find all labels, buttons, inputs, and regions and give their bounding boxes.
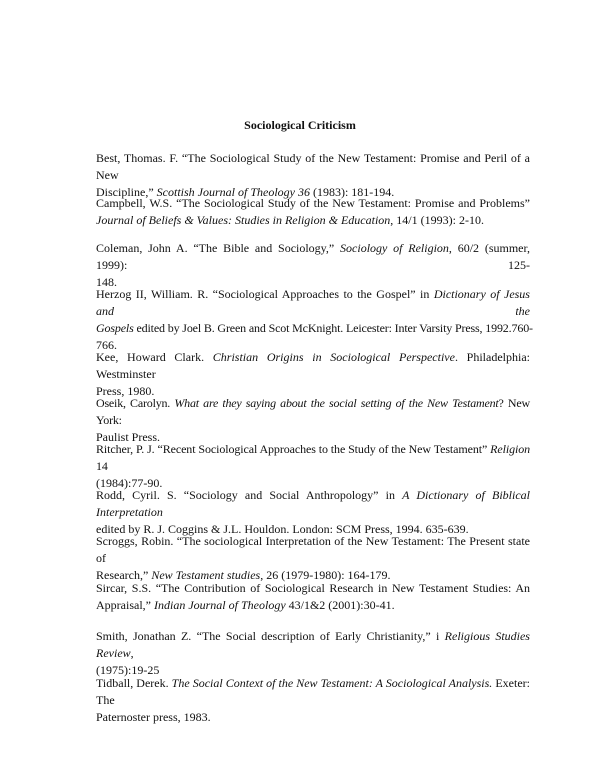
entry-line (96, 441, 530, 475)
entry-text: Research,” (96, 568, 152, 582)
entry-line (96, 628, 530, 662)
entry-line (96, 320, 533, 337)
entry-text: Appraisal,” (96, 598, 154, 612)
entry-line: Press, 1980. (96, 384, 155, 398)
bibliography-entry (96, 675, 530, 726)
entry-italic-title: New Testament studies (151, 568, 261, 582)
entry-line: (1984):77-90. (96, 476, 163, 490)
bibliography-entry (96, 441, 530, 492)
entry-text: Kee, Howard Clark. (96, 350, 213, 364)
entry-line (96, 395, 530, 429)
entry-text: Discipline,” (96, 185, 157, 199)
bibliography-entry (96, 533, 530, 584)
entry-line: 148. (96, 275, 117, 289)
entry-line: edited by R. J. Coggins & J.L. Houldon. London: SCM Press, 1994. 635-639. (96, 522, 469, 536)
entry-line: Campbell, W.S. “The Sociological Study of the New Testament: Promise and Problems” (96, 196, 530, 210)
bibliography-entry (96, 150, 530, 201)
entry-line (96, 286, 530, 320)
entry-text: . Philadelphia: Westminster (96, 350, 530, 381)
entry-text: Oseik, Carolyn. (96, 396, 175, 410)
entry-text: (1983): 181-194. (309, 185, 395, 199)
page-title: Sociological Criticism (244, 118, 356, 132)
entry-line: 766. (96, 338, 117, 352)
entry-text: Ritcher, P. J. “Recent Sociological Approaches to the Study of the New Testament” (96, 442, 491, 456)
entry-text: Rodd, Cyril. S. “Sociology and Social Anthropology” in (96, 488, 403, 502)
entry-text: , 26 (1979-1980): 164-179. (260, 568, 391, 582)
entry-italic-title: Gospels (96, 321, 134, 335)
entry-text: Smith, Jonathan Z. “The Social description of Early Christianity,” i (96, 629, 445, 643)
entry-line: Best, Thomas. F. “The Sociological Study of the New Testament: Promise and Peril of a New (96, 151, 530, 182)
entry-text: 43/1&2 (2001):30-41. (285, 598, 395, 612)
entry-italic-title: The Social Context of the New Testament: A Sociological Analysis. (171, 676, 493, 690)
bibliography-entry (96, 286, 533, 354)
bibliography-entry (96, 487, 530, 538)
entry-text: , (130, 646, 134, 660)
entry-line: Sircar, S.S. “The Contribution of Sociological Research in New Testament Studies: An (96, 581, 530, 595)
entry-italic-title: What are they saying about the social setting of the New Testament (174, 396, 499, 410)
entry-line (96, 597, 530, 614)
entry-italic-title: A Dictionary of Biblical Interpretation (96, 488, 530, 519)
entry-italic-title: Sociology of Religion (340, 241, 449, 255)
bibliography-entry (96, 240, 530, 291)
bibliography-entry (96, 349, 530, 400)
entry-text: edited by Joel B. Green and Scot McKnight. Leicester: Inter Varsity Press, 1992.760- (133, 321, 533, 335)
entry-italic-title: Journal of Beliefs & Values: Studies in Religion & Education (96, 213, 391, 227)
bibliography-entry (96, 580, 530, 614)
entry-line: Paternoster press, 1983. (96, 710, 211, 724)
entry-line (96, 240, 530, 274)
entry-line (96, 212, 530, 229)
entry-italic-title: Indian Journal of Theology (153, 598, 286, 612)
entry-italic-title: Dictionary of Jesus and the (96, 287, 530, 318)
entry-text: , 60/2 (summer, 1999): 125- (96, 241, 531, 272)
entry-line: Scroggs, Robin. “The sociological Interpretation of the New Testament: The Present state of (96, 534, 530, 565)
entry-italic-title: Religion (490, 442, 530, 456)
entry-text: , 14/1 (1993): 2-10. (390, 213, 484, 227)
entry-text: Herzog II, William. R. “Sociological Approaches to the Gospel” in (96, 287, 434, 301)
entry-line (96, 487, 530, 521)
bibliography-entry (96, 395, 530, 446)
entry-line (96, 349, 530, 383)
entry-italic-title: Christian Origins in Sociological Perspective (212, 350, 455, 364)
entry-text: 14 (96, 459, 108, 473)
entry-line (96, 675, 530, 709)
entry-text: Tidball, Derek. (96, 676, 172, 690)
entry-italic-title: Scottish Journal of Theology 36 (156, 185, 310, 199)
bibliography-entry (96, 195, 530, 229)
entry-text: Exeter: The (96, 676, 530, 707)
entry-line: (1975):19-25 (96, 663, 160, 677)
entry-text: Coleman, John A. “The Bible and Sociology,” (96, 241, 341, 255)
entry-italic-title: Religious Studies Review (96, 629, 530, 660)
bibliography-entry (96, 628, 530, 679)
entry-text: ? New York: (96, 396, 530, 427)
entry-line: Paulist Press. (96, 430, 161, 444)
